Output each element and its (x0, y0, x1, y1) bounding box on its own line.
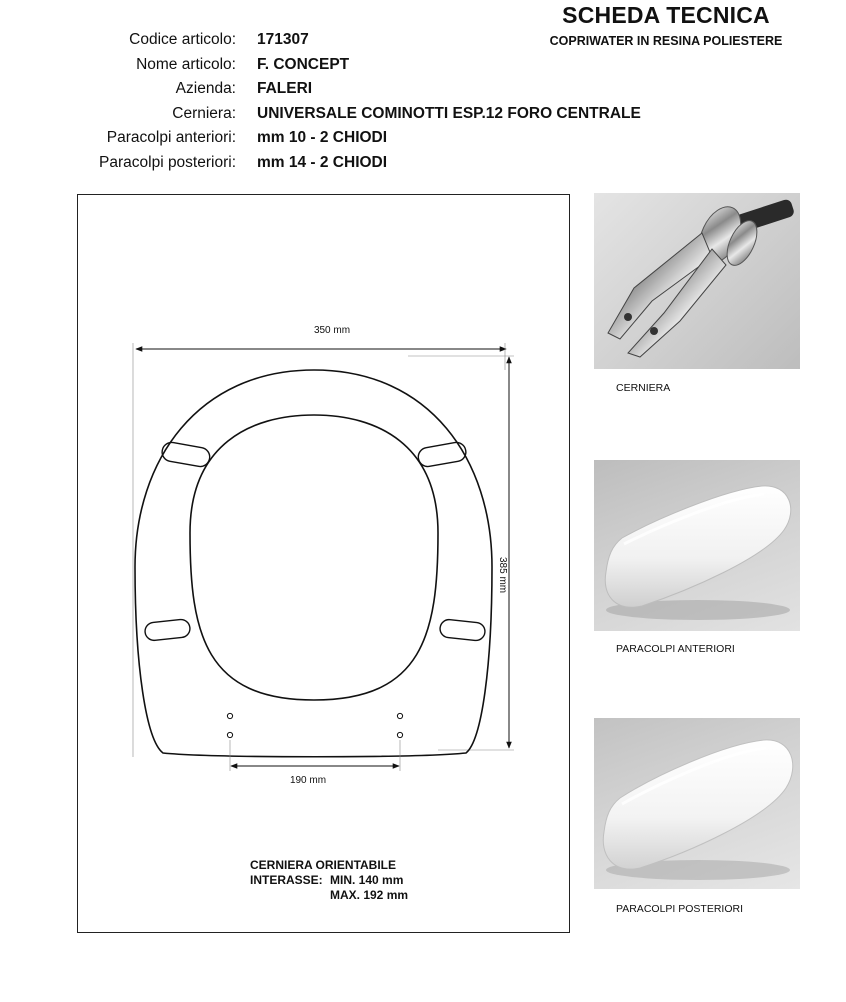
spec-value: 171307 (257, 31, 309, 49)
spec-row-nome (40, 53, 641, 78)
height-dimension-label: 385 mm (497, 557, 508, 594)
spec-row-codice (40, 28, 641, 53)
spec-label: Paracolpi anteriori: (106, 129, 236, 147)
interasse-min: MIN. 140 mm (330, 873, 404, 887)
spec-value: UNIVERSALE COMINOTTI ESP.12 FORO CENTRALE (257, 104, 641, 122)
spec-value: mm 14 - 2 CHIODI (257, 153, 388, 171)
holes-dimension-label: 190 mm (289, 775, 327, 786)
front-bumper-illustration (594, 460, 800, 631)
seat-drawing-svg (78, 195, 568, 931)
spec-label: Codice articolo: (129, 31, 236, 49)
bumper-slot-bottom-right (439, 619, 486, 642)
spec-label: Paracolpi posteriori: (99, 153, 236, 171)
page-subtitle: COPRIWATER IN RESINA POLIESTERE (549, 34, 783, 48)
specs-table (40, 28, 641, 175)
spec-row-paracolpi-posteriori (40, 151, 641, 176)
rear-bumper-caption: PARACOLPI POSTERIORI (616, 903, 743, 915)
interasse-label: INTERASSE: (250, 873, 323, 887)
spec-label: Cerniera: (172, 104, 236, 122)
spec-value: FALERI (257, 80, 313, 98)
front-bumper-caption: PARACOLPI ANTERIORI (616, 643, 735, 655)
front-bumper-photo (594, 460, 800, 631)
rear-bumper-photo (594, 718, 800, 889)
seat-outer-outline (135, 370, 492, 757)
interasse-max: MAX. 192 mm (330, 888, 409, 902)
spec-value: mm 10 - 2 CHIODI (257, 129, 388, 147)
hinge-photo (594, 193, 800, 369)
spec-value: F. CONCEPT (257, 55, 350, 73)
bumper-slot-top-right (417, 441, 468, 468)
spec-row-paracolpi-anteriori (40, 126, 641, 151)
hinge-note-title: CERNIERA ORIENTABILE (250, 858, 397, 872)
technical-drawing (77, 194, 570, 933)
seat-inner-opening (190, 415, 438, 700)
hinge-hole (227, 732, 232, 737)
spec-row-azienda (40, 77, 641, 102)
spec-row-cerniera (40, 102, 641, 127)
hinge-hole (397, 713, 402, 718)
hinge-hole (227, 713, 232, 718)
hinge-note (250, 858, 408, 903)
width-dimension-label: 350 mm (313, 325, 351, 336)
hinge-caption: CERNIERA (616, 382, 671, 394)
hinge-illustration (594, 193, 800, 369)
spec-label: Azienda: (175, 80, 236, 98)
rear-bumper-illustration (594, 718, 800, 889)
page-title: SCHEDA TECNICA (562, 2, 770, 28)
hinge-hole (397, 732, 402, 737)
bumper-slot-bottom-left (144, 619, 191, 642)
spec-label: Nome articolo: (136, 55, 236, 73)
